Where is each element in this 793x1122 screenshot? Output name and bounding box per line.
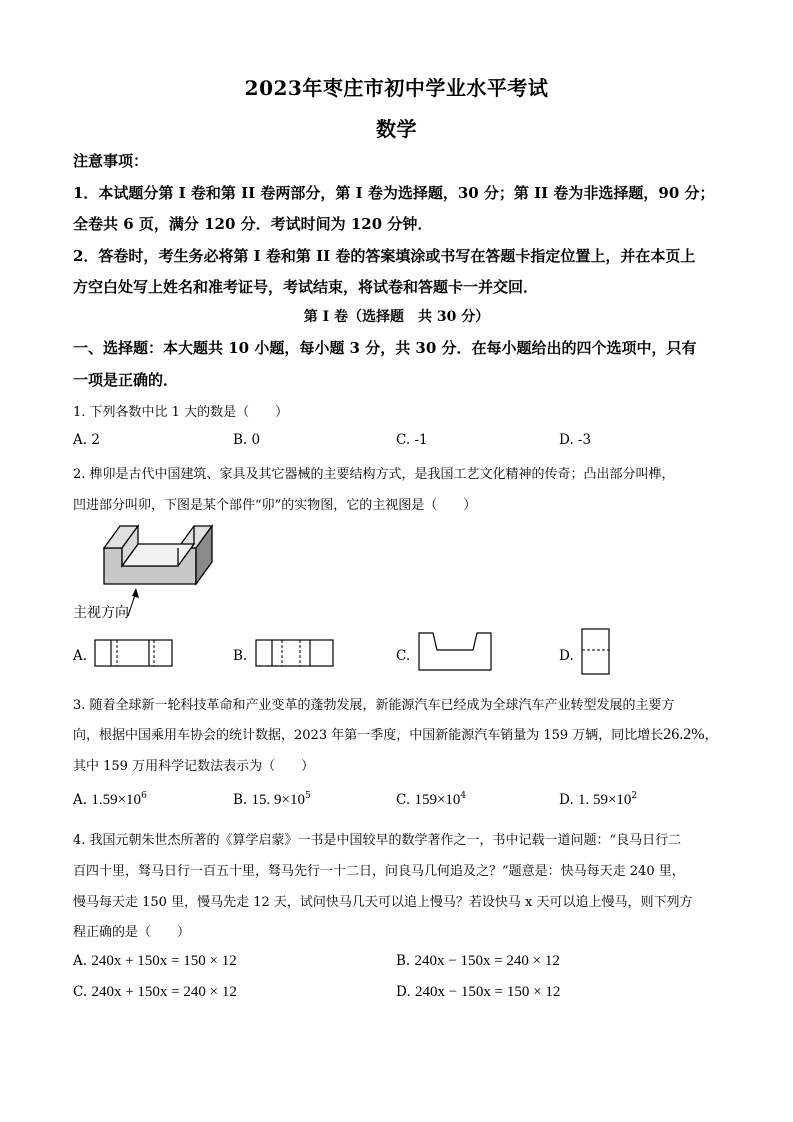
q3-option-a bbox=[73, 791, 147, 809]
section1-line2: 一项是正确的． bbox=[73, 371, 179, 389]
q2-option-a-letter: A. bbox=[73, 648, 88, 664]
q2-option-d-figure bbox=[581, 628, 611, 676]
q2-option-b-letter: B. bbox=[233, 648, 248, 664]
q3-stem-line3: 其中 159 万用科学记数法表示为（ ） bbox=[73, 759, 315, 774]
q3-stem-line2-text: 向，根据中国乘用车协会的统计数据，2023 年第一季度，中国新能源汽车销量为 159 万辆，同比增长 bbox=[73, 728, 664, 743]
q3-option-d bbox=[559, 791, 637, 809]
q4-option-d bbox=[396, 984, 560, 1001]
q4-option-b-expr: 240x − 150x = 240 × 12 bbox=[414, 953, 560, 969]
q3-option-b-letter: B. bbox=[233, 792, 248, 808]
q2-stem-line1: 2. 榫卯是古代中国建筑、家具及其它器械的主要结构方式，是我国工艺文化精神的传奇；凸出部分叫榫， bbox=[73, 467, 675, 482]
q1-option-b: B. 0 bbox=[233, 432, 261, 448]
q4-option-a-expr: 240x + 150x = 150 × 12 bbox=[91, 953, 237, 969]
q1-stem: 1. 下列各数中比 1 大的数是（ ） bbox=[73, 405, 289, 420]
q3-option-d-base: 1. 59×10 bbox=[577, 792, 632, 808]
q3-stem-line2 bbox=[73, 724, 723, 744]
section1-line1: 一、选择题：本大题共 10 小题，每小题 3 分，共 30 分．在每小题给出的四个选项中，只有 bbox=[73, 339, 697, 357]
q4-stem-line2: 百四十里，驽马日行一百五十里，驽马先行一十二日，问良马几何追及之？”题意是：快马每天走 240 里， bbox=[73, 864, 685, 879]
q4-option-b-letter: B. bbox=[396, 953, 411, 969]
q3-option-b-base: 15. 9×10 bbox=[251, 792, 305, 808]
q3-option-b bbox=[233, 791, 311, 809]
q3-option-d-exp: 2 bbox=[631, 791, 638, 801]
q4-stem-line3: 慢马每天走 150 里，慢马先走 12 天，试问快马几天可以追上慢马？若设快马 x 天可以追上慢马，则下列方 bbox=[73, 895, 693, 910]
q3-option-a-exp: 6 bbox=[141, 791, 147, 801]
q3-option-c bbox=[396, 791, 466, 809]
q3-option-a-letter: A. bbox=[73, 792, 88, 808]
part1-heading: 第 I 卷（选择题 共 30 分） bbox=[303, 309, 490, 325]
q2-option-d-letter: D. bbox=[559, 648, 574, 664]
q4-option-a-letter: A. bbox=[73, 953, 88, 969]
q4-option-d-letter: D. bbox=[396, 984, 411, 1000]
q4-option-c bbox=[73, 984, 237, 1001]
q3-option-b-exp: 5 bbox=[304, 791, 311, 801]
view-direction-arrow bbox=[132, 588, 139, 598]
q2-stem-line2: 凹进部分叫卯，下图是某个部件“卯”的实物图，它的主视图是（ ） bbox=[73, 498, 477, 513]
q2-option-c-letter: C. bbox=[396, 648, 411, 664]
exam-title: 2023年枣庄市初中学业水平考试 bbox=[244, 76, 549, 100]
notice-item1-line1: 1．本试题分第 I 卷和第 II 卷两部分，第 I 卷为选择题，30 分；第 II 卷为非选择题，90 分； bbox=[73, 184, 715, 202]
q4-option-b bbox=[396, 953, 560, 970]
q4-option-a bbox=[73, 953, 237, 970]
q1-option-c: C. -1 bbox=[396, 432, 428, 448]
q3-option-c-base: 159×10 bbox=[414, 792, 461, 808]
notice-heading: 注意事项： bbox=[73, 152, 149, 170]
q1-option-a: A. 2 bbox=[73, 432, 100, 448]
q1-option-d: D. -3 bbox=[559, 432, 592, 448]
exam-subject: 数学 bbox=[376, 117, 417, 141]
q4-stem-line4: 程正确的是（ ） bbox=[73, 925, 191, 940]
q3-stem-line2-end: ， bbox=[704, 728, 718, 743]
q3-stem-line1: 3. 随着全球新一轮科技革命和产业变革的蓬勃发展，新能源汽车已经成为全球汽车产业转型发展的主要方 bbox=[73, 698, 675, 713]
q3-option-c-exp: 4 bbox=[460, 791, 467, 801]
notice-item2-line1: 2．答卷时，考生务必将第 I 卷和第 II 卷的答案填涂或书写在答题卡指定位置上，并在本页上 bbox=[73, 247, 696, 265]
figure-label: 主视方向 bbox=[73, 605, 129, 621]
q4-option-c-expr: 240x + 150x = 240 × 12 bbox=[91, 984, 237, 1000]
q4-option-d-expr: 240x − 150x = 150 × 12 bbox=[414, 984, 561, 1000]
q2-option-a-figure bbox=[94, 639, 174, 669]
q3-option-a-base: 1.59×10 bbox=[91, 792, 142, 808]
q4-stem-line1: 4. 我国元朝朱世杰所著的《算学启蒙》一书是中国较早的数学著作之一，书中记载一道问题：“良马日行二 bbox=[73, 833, 682, 848]
q3-option-c-letter: C. bbox=[396, 792, 411, 808]
q3-growth-percent: 26.2% bbox=[663, 726, 705, 743]
notice-item2-line2: 方空白处写上姓名和准考证号，考试结束，将试卷和答题卡一并交回． bbox=[73, 278, 539, 296]
q2-option-b-figure bbox=[255, 639, 335, 669]
notice-item1-line2: 全卷共 6 页，满分 120 分．考试时间为 120 分钟． bbox=[73, 215, 433, 233]
q2-option-c-figure bbox=[418, 630, 493, 672]
q4-option-c-letter: C. bbox=[73, 984, 88, 1000]
q3-option-d-letter: D. bbox=[559, 792, 574, 808]
